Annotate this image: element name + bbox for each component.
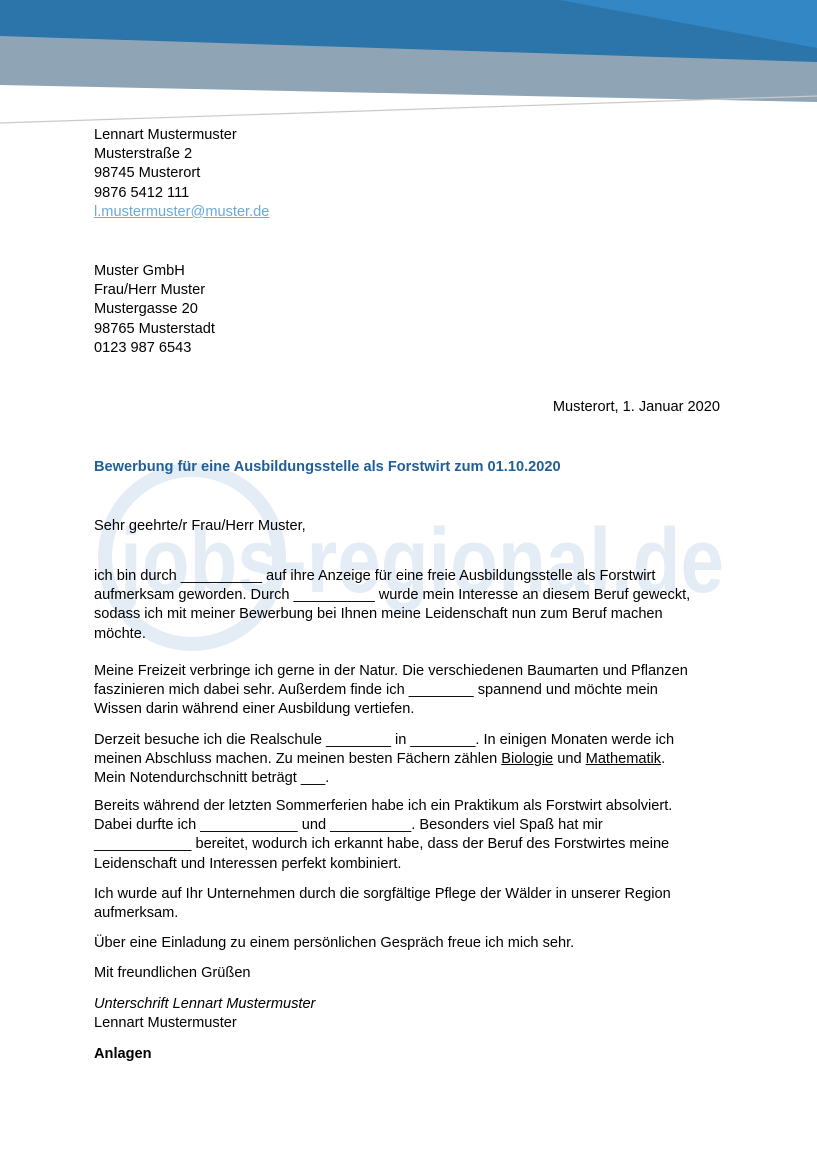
paragraph-line: aufmerksam geworden. Durch __________ wurde mein Interesse an diesem Beruf geweckt, <box>94 587 691 604</box>
paragraph-line: faszinieren mich dabei sehr. Außerdem finde ich ________ spannend und möchte mein <box>94 682 658 699</box>
recipient-contact: Frau/Herr Muster <box>94 282 206 299</box>
paragraph-line <box>94 750 724 769</box>
paragraph-text: . <box>661 751 666 768</box>
paragraph-line: Leidenschaft und Interessen perfekt kombiniert. <box>94 855 402 872</box>
salutation: Sehr geehrte/r Frau/Herr Muster, <box>94 518 306 534</box>
paragraph-line: ich bin durch __________ auf ihre Anzeige für eine freie Ausbildungsstelle als Forstwirt <box>94 568 656 584</box>
signature: Unterschrift Lennart Mustermuster <box>94 996 316 1012</box>
paragraph-text: und <box>553 751 586 768</box>
sender-phone: 9876 5412 111 <box>94 184 190 201</box>
paragraph-school <box>94 731 724 789</box>
paragraph-line: möchte. <box>94 625 146 642</box>
recipient-city: 98765 Musterstadt <box>94 320 215 337</box>
signer-name: Lennart Mustermuster <box>94 1015 237 1031</box>
paragraph-line: Bereits während der letzten Sommerferien habe ich ein Praktikum als Forstwirt absolviert. <box>94 798 673 814</box>
attachments-label: Anlagen <box>94 1046 152 1062</box>
paragraph-line: Meine Freizeit verbringe ich gerne in der Natur. Die verschiedenen Baumarten und Pflanzen <box>94 663 688 679</box>
paragraph-line: Ich wurde auf Ihr Unternehmen durch die sorgfältige Pflege der Wälder in unserer Region <box>94 886 671 902</box>
recipient-street: Mustergasse 20 <box>94 301 198 318</box>
paragraph-invitation: Über eine Einladung zu einem persönlichen Gespräch freue ich mich sehr. <box>94 935 575 951</box>
paragraph-intro <box>94 567 724 644</box>
recipient-phone: 0123 987 6543 <box>94 339 192 356</box>
sender-street: Musterstraße 2 <box>94 146 193 163</box>
watermark-text: jobs-regional.de <box>118 510 724 612</box>
paragraph-company <box>94 885 724 923</box>
subject-mathematik: Mathematik <box>585 751 662 768</box>
paragraph-hobbies <box>94 662 724 720</box>
paragraph-text: meinen Abschluss machen. Zu meinen besten Fächern zählen <box>94 751 502 768</box>
sender-address <box>94 126 724 222</box>
sender-name: Lennart Mustermuster <box>94 127 237 143</box>
sender-city: 98745 Musterort <box>94 165 201 182</box>
paragraph-internship <box>94 797 724 874</box>
paragraph-line: Mein Notendurchschnitt beträgt ___. <box>94 770 330 787</box>
date-line: Musterort, 1. Januar 2020 <box>552 399 720 415</box>
header-banner <box>0 0 817 130</box>
paragraph-line: sodass ich mit meiner Bewerbung bei Ihnen meine Leidenschaft nun zum Beruf machen <box>94 606 663 623</box>
paragraph-line: Derzeit besuche ich die Realschule ________ in ________. In einigen Monaten werde ich <box>94 732 675 748</box>
subject-line: Bewerbung für eine Ausbildungsstelle als Forstwirt zum 01.10.2020 <box>94 459 561 475</box>
paragraph-line: Dabei durfte ich ____________ und __________. Besonders viel Spaß hat mir <box>94 817 603 834</box>
recipient-company: Muster GmbH <box>94 263 185 279</box>
recipient-address <box>94 262 724 358</box>
closing: Mit freundlichen Grüßen <box>94 965 251 981</box>
sender-email-link[interactable]: l.mustermuster@muster.de <box>94 203 270 220</box>
paragraph-line: Wissen darin während einer Ausbildung vertiefen. <box>94 701 415 718</box>
subject-biologie: Biologie <box>501 751 554 768</box>
paragraph-line: aufmerksam. <box>94 905 179 922</box>
paragraph-line: ____________ bereitet, wodurch ich erkannt habe, dass der Beruf des Forstwirtes meine <box>94 836 670 853</box>
